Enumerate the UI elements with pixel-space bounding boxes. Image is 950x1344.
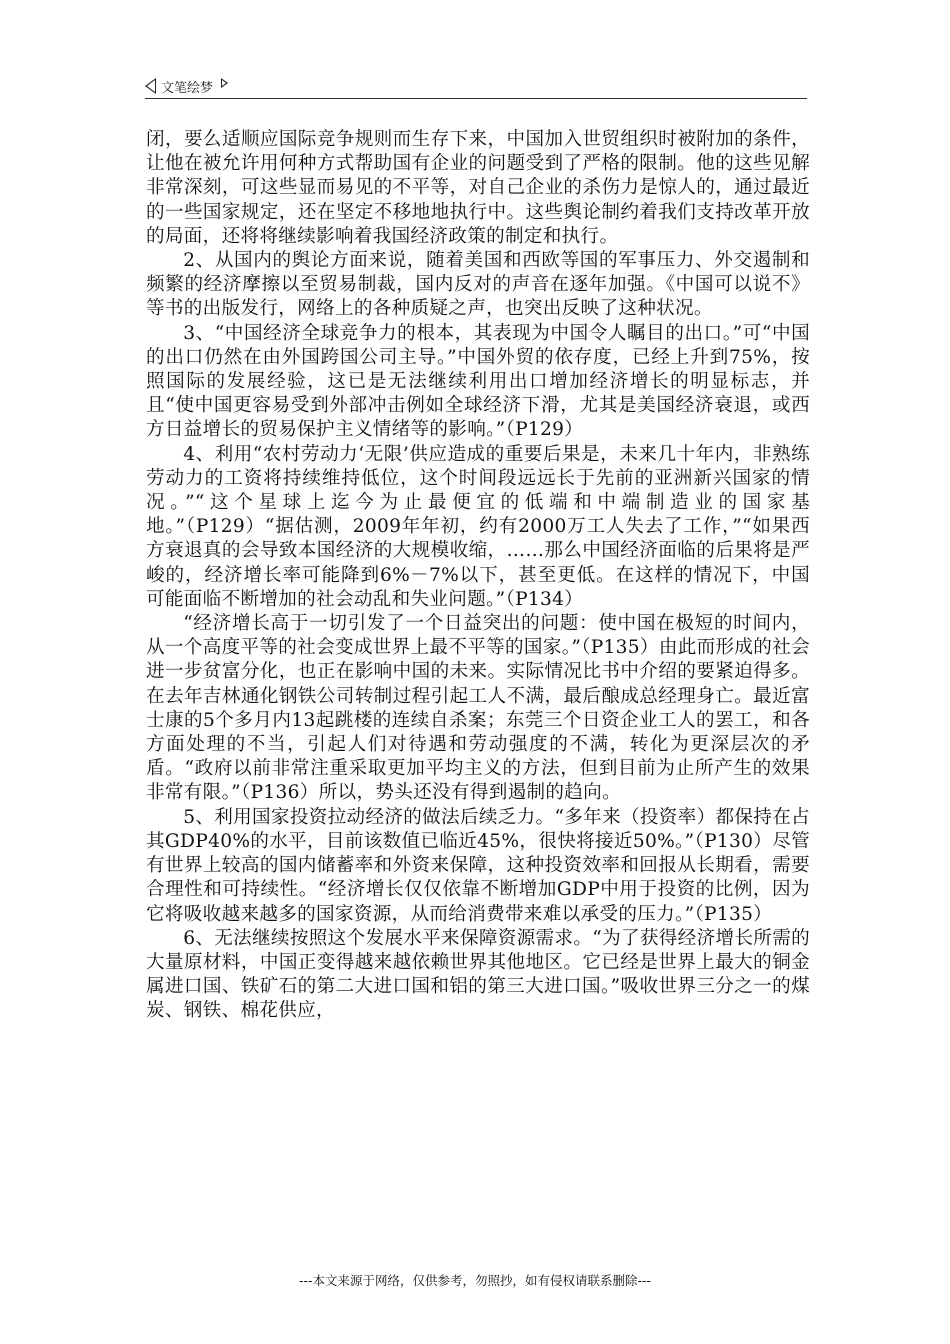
triangle-left-icon	[145, 78, 156, 94]
paragraph-point-3: 3、“中国经济全球竞争力的根本，其表现为中国令人瞩目的出口。”可“中国的出口仍然在由外国跨国公司主导。”中国外贸的依存度，已经上升到75%，按照国际的发展经验，这已是无法继续利用出口增加经济增长的明显标志，并且“使中国更容易受到外部冲击例如全球经济下滑，尤其是美国经济衰退，或西方日益增长的贸易保护主义情绪等的影响。”（P129）	[146, 322, 810, 441]
triangle-right-icon	[221, 78, 228, 88]
paragraph-point-4: 4、利用“农村劳动力‘无限’供应造成的重要后果是，未来几十年内，非熟练劳动力的工资将持续维持低位，这个时间段远远长于先前的亚洲新兴国家的情况。”“这个星球上迄今为止最便宜的低端和中端制造业的国家基地。”（P129）“据估测，2009年年初，约有2000万工人失去了工作，”“如果西方衰退真的会导致本国经济的大规模收缩，……那么中国经济面临的后果将是严峻的，经济增长率可能降到6%－7%以下，甚至更低。在这样的情况下，中国可能面临不断增加的社会动乱和失业问题。”（P134）	[146, 443, 810, 610]
header-brand: 文笔绘梦	[161, 80, 214, 96]
paragraph-point-6: 6、无法继续按照这个发展水平来保障资源需求。“为了获得经济增长所需的大量原材料，中国正变得越来越依赖世界其他地区。它已经是世界上最大的铜金属进口国、铁矿石的第二大进口国和铝的第三大进口国。”吸收世界三分之一的煤炭、钢铁、棉花供应，	[146, 927, 810, 1022]
paragraph-point-5: 5、利用国家投资拉动经济的做法后续乏力。“多年来（投资率）都保持在占其GDP40%的水平，目前该数值已临近45%，很快将接近50%。”（P130）尽管有世界上较高的国内储蓄率和外资来保障，这种投资效率和回报从长期看，需要合理性和可持续性。“经济增长仅仅依靠不断增加GDP中用于投资的比例，因为它将吸收越来越多的国家资源，从而给消费带来难以承受的压力。”（P135）	[146, 806, 810, 925]
page-header	[145, 74, 807, 98]
document-body	[146, 128, 810, 1024]
paragraph-point-2: 2、从国内的舆论方面来说，随着美国和西欧等国的军事压力、外交遏制和频繁的经济摩擦以至贸易制裁，国内反对的声音在逐年加强。《中国可以说不》等书的出版发行，网络上的各种质疑之声，也突出反映了这种状况。	[146, 250, 810, 320]
header-rule	[145, 98, 807, 99]
paragraph-continuation: 闭，要么适顺应国际竞争规则而生存下来，中国加入世贸组织时被附加的条件，让他在被允许用何种方式帮助国有企业的问题受到了严格的限制。他的这些见解非常深刻，可这些显而易见的不平等，对自己企业的杀伤力是惊人的，通过最近的一些国家规定，还在坚定不移地地执行中。这些舆论制约着我们支持改革开放的局面，还将将继续影响着我国经济政策的制定和执行。	[146, 129, 810, 247]
paragraph-inequality: “经济增长高于一切引发了一个日益突出的问题：使中国在极短的时间内，从一个高度平等的社会变成世界上最不平等的国家。”（P135）由此而形成的社会进一步贫富分化，也正在影响中国的未来。实际情况比书中介绍的要紧迫得多。在去年吉林通化钢铁公司转制过程引起工人不满，最后酿成总经理身亡。最近富士康的5个多月内13起跳楼的连续自杀案；东莞三个日资企业工人的罢工，和各方面处理的不当，引起人们对待遇和劳动强度的不满，转化为更深层次的矛盾。“政府以前非常注重采取更加平均主义的方法，但到目前为止所产生的效果非常有限。”（P136）所以，势头还没有得到遏制的趋向。	[146, 613, 810, 804]
footer-disclaimer: ---本文来源于网络，仅供参考，勿照抄，如有侵权请联系删除---	[298, 1273, 652, 1288]
